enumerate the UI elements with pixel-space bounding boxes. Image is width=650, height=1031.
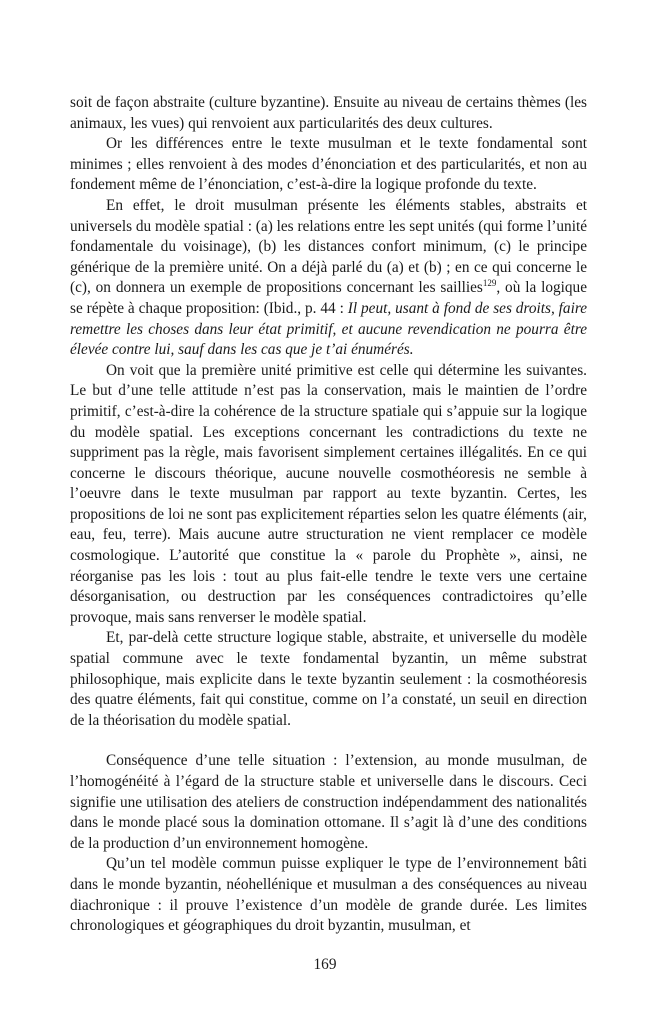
paragraph-1: soit de façon abstraite (culture byzantine). Ensuite au niveau de certains thèmes (les animaux, les vues) qui renvoient aux particularités des deux cultures.	[70, 94, 587, 132]
paragraph-7: Qu’un tel modèle commun puisse expliquer le type de l’environnement bâti dans le monde byzantin, néohellénique et musulman a des conséquences au niveau diachronique : il prouve l’existence d’un modèle de grande durée. Les limites chronologiques et géographiques du droit byzantin, musulman, et	[70, 855, 587, 935]
section-gap	[70, 731, 587, 751]
italic-quote: Il peut, usant à fond de ses droits, faire remettre les choses dans leur état primitif, et aucune revendication ne pourra être élevée contre lui, sauf dans les cas que je t’ai énumérés.	[70, 299, 588, 359]
paragraph-3-text-cont: , où la logique se répète à chaque proposition: (Ibid., p. 44 :	[70, 279, 587, 317]
paragraph-4: On voit que la première unité primitive est celle qui détermine les suivantes. Le but d’une telle attitude n’est pas la conservation, mais le maintien de l’ordre primitif, c’est-à-dire la cohérence de la structure spatiale qui s’appuie sur la logique du modèle spatial. Les exceptions concernant les contradictions du texte ne suppriment pas la règle, mais favorisent simplement certaines illégalités. En ce qui concerne le discours théorique, aucune nouvelle cosmothéoresis ne semble à l’oeuvre dans le texte musulman par rapport au texte byzantin. Certes, les propositions de loi ne sont pas explicitement réparties selon les quatre éléments (air, eau, feu, terre). Mais aucune autre structuration ne vient remplacer ce modèle cosmologique. L’autorité que constitue la « parole du Prophète », ainsi, ne réorganise pas les lois : tout au plus fait-elle tendre le texte vers une certaine désorganisation, ou destruction par les conséquences contradictoires qu’elle provoque, mais sans renverser le modèle spatial.	[70, 361, 587, 626]
paragraph-5: Et, par-delà cette structure logique stable, abstraite, et universelle du modèle spatial commune avec le texte fondamental byzantin, un même substrat philosophique, mais explicite dans le texte byzantin seulement : la cosmothéoresis des quatre éléments, fait qui constitue, comme on l’a constaté, un seuil en direction de la théorisation du modèle spatial.	[70, 629, 587, 729]
paragraph-6: Conséquence d’une telle situation : l’extension, au monde musulman, de l’homogénéité à l’égard de la structure stable et universelle dans le discours. Ceci signifie une utilisation des ateliers de construction indépendamment des nationalités dans le monde placé sous la domination ottomane. Il s’agit là d’une des conditions de la production d’un environnement homogène.	[70, 752, 587, 852]
page-body	[70, 93, 587, 937]
paragraph-3	[70, 196, 587, 361]
page-number: 169	[313, 956, 337, 973]
paragraph-3-text: En effet, le droit musulman présente les éléments stables, abstraits et universels du modèle spatial : (a) les relations entre les sept unités (qui forme l’unité fondamentale du voisinage), (b) les distances confort minimum, (c) le principe générique de la première unité. On a déjà parlé du (a) et (b) ; en ce qui concerne le (c), on donnera un exemple de propositions concernant les saillies	[70, 196, 587, 297]
paragraph-2: Or les différences entre le texte musulman et le texte fondamental sont minimes ; elles renvoient à des modes d’énonciation et des particularités, et non au fondement même de l’énonciation, c’est-à-dire la logique profonde du texte.	[70, 135, 587, 194]
footnote-ref-129[interactable]: 129	[482, 278, 497, 289]
